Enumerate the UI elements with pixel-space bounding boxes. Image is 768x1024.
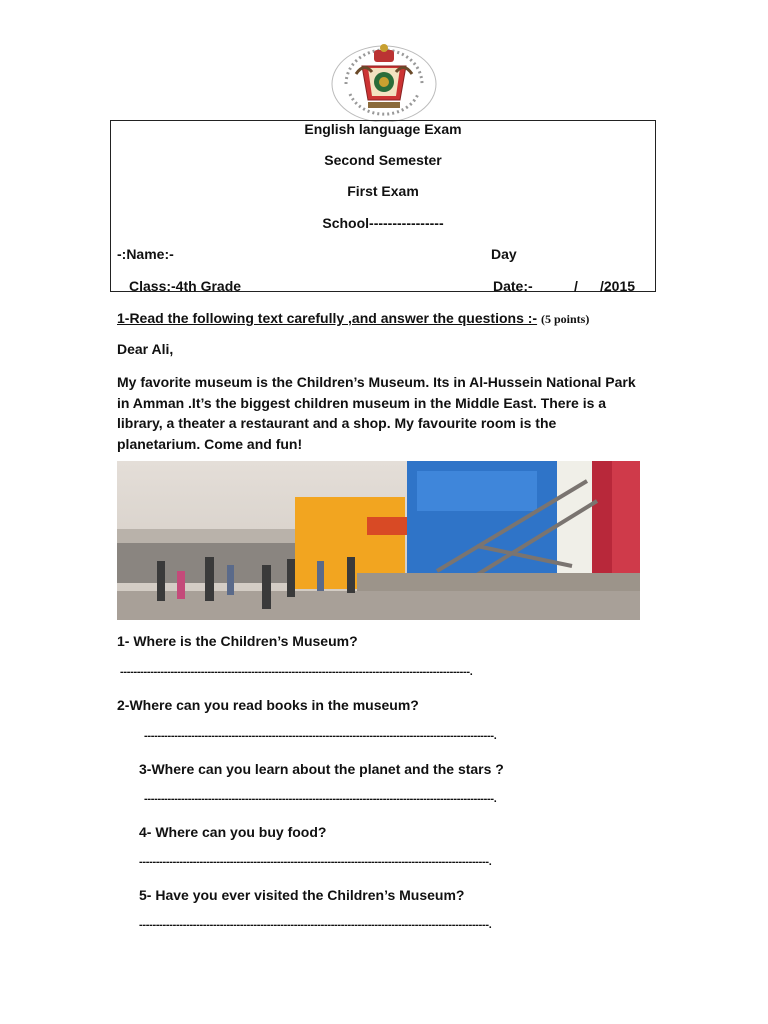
exam-header-box <box>110 120 656 292</box>
exam-name: First Exam <box>347 183 419 199</box>
school-field: School---------------- <box>322 215 444 231</box>
date-label: Date:- <box>493 278 533 294</box>
ministry-seal <box>316 38 452 122</box>
greeting: Dear Ali, <box>117 341 174 357</box>
day-field: Day <box>491 246 517 262</box>
answer-line-5[interactable]: --------------------------------------------------------------------------------------------------------. <box>139 919 492 931</box>
question-4: 4- Where can you buy food? <box>139 824 327 840</box>
question-3: 3-Where can you learn about the planet and the stars ? <box>139 761 504 777</box>
name-field: -:Name:- <box>117 246 174 262</box>
question-2: 2-Where can you read books in the museum? <box>117 697 419 713</box>
semester-label: Second Semester <box>324 152 442 168</box>
answer-line-1[interactable]: --------------------------------------------------------------------------------------------------------. <box>120 666 473 678</box>
answer-line-3[interactable]: --------------------------------------------------------------------------------------------------------. <box>144 793 497 805</box>
reading-instruction <box>117 310 589 327</box>
question-5: 5- Have you ever visited the Children’s Museum? <box>139 887 465 903</box>
date-year: /2015 <box>600 278 636 294</box>
museum-photo-image <box>117 461 640 620</box>
answer-line-2[interactable]: --------------------------------------------------------------------------------------------------------. <box>144 730 497 742</box>
question-1: 1- Where is the Children’s Museum? <box>117 633 358 649</box>
points-label: (5 points) <box>540 312 590 326</box>
date-slash: / <box>574 278 578 294</box>
reading-passage: My favorite museum is the Children’s Museum. Its in Al-Hussein National Park in Amman .It’s the biggest children museum in the Middle East. There is a library, a theater a restaurant and a shop. My favourite room is the planetarium. Come and fun! <box>117 374 636 452</box>
exam-title: English language Exam <box>304 121 462 137</box>
answer-line-4[interactable]: --------------------------------------------------------------------------------------------------------. <box>139 856 492 868</box>
class-field: Class:-4th Grade <box>129 278 242 294</box>
instruction-text: 1-Read the following text carefully ,and answer the questions :- <box>117 310 538 326</box>
museum-photo <box>117 461 640 620</box>
jordan-coat-of-arms-icon <box>316 38 452 122</box>
